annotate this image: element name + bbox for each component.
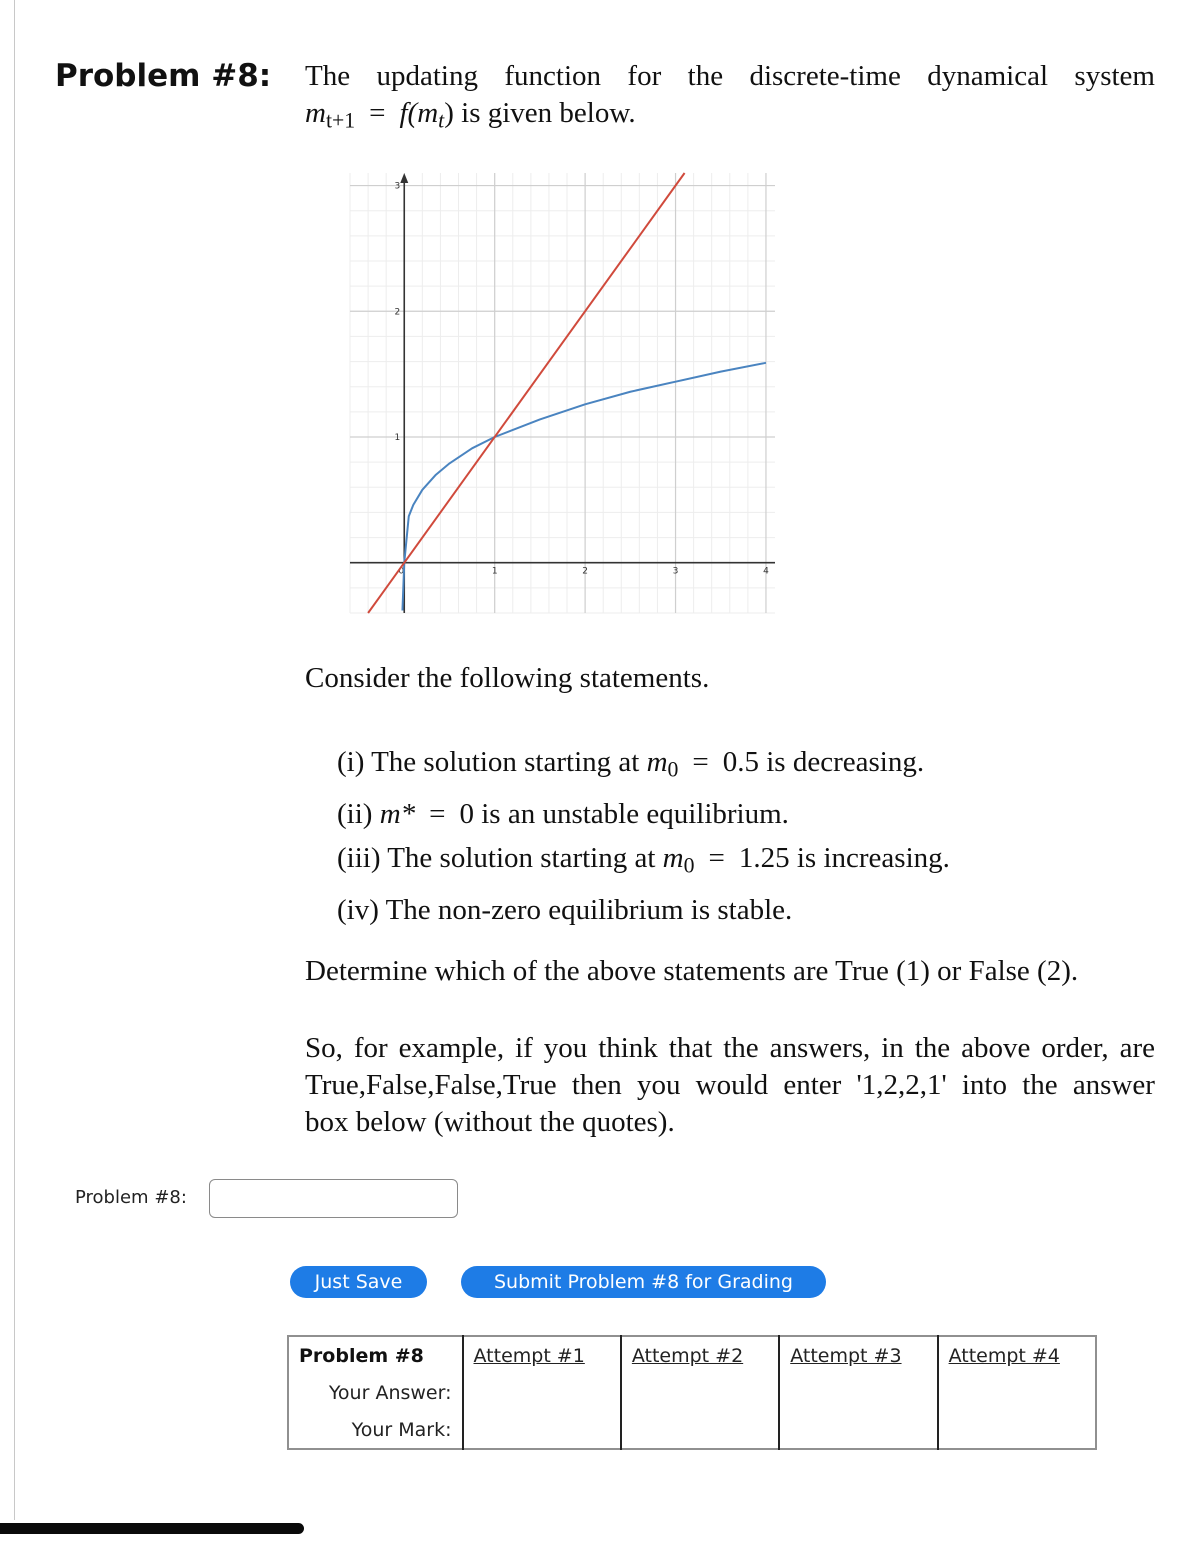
example-word: you bbox=[636, 1069, 681, 1101]
example-word: you bbox=[543, 1032, 588, 1064]
attempt-4-header bbox=[938, 1336, 1096, 1374]
identity-line bbox=[368, 173, 684, 613]
example-word: in bbox=[881, 1032, 904, 1064]
submit-for-grading-button[interactable]: Submit Problem #8 for Grading bbox=[461, 1266, 826, 1298]
attempt-1-header bbox=[463, 1336, 621, 1374]
x-tick-label: 4 bbox=[763, 566, 769, 577]
updating-function-graph bbox=[345, 168, 785, 618]
example-word: So, bbox=[305, 1032, 343, 1064]
example-word: answer bbox=[1072, 1069, 1155, 1101]
problem-intro bbox=[305, 58, 1155, 139]
recurrence-lhs: $m_{t+1}$ bbox=[305, 97, 356, 133]
your-answer-row bbox=[288, 1374, 1096, 1411]
statement-ii: (ii) m* = 0 is an unstable equilibrium. bbox=[337, 797, 789, 830]
example-word: would bbox=[695, 1069, 769, 1101]
statement-list bbox=[337, 740, 950, 933]
example-word: above bbox=[961, 1032, 1031, 1064]
example-word: '1,2,2,1' bbox=[856, 1069, 947, 1101]
attempt-3-header bbox=[779, 1336, 937, 1374]
attempt-3-mark bbox=[779, 1411, 937, 1449]
attempt-2-header bbox=[621, 1336, 779, 1374]
example-word: that bbox=[668, 1032, 713, 1064]
intro-line-2 bbox=[305, 95, 1155, 139]
attempt-3-answer bbox=[779, 1374, 937, 1411]
y-tick-label: 2 bbox=[394, 307, 401, 318]
problem-heading: Problem #8: bbox=[55, 58, 272, 94]
attempt-1-mark bbox=[463, 1411, 621, 1449]
attempt-4-link[interactable]: Attempt #4 bbox=[948, 1344, 1060, 1367]
attempt-2-link[interactable]: Attempt #2 bbox=[631, 1344, 744, 1367]
statement-iv: (iv) The non-zero equilibrium is stable. bbox=[337, 894, 793, 927]
example-word: example, bbox=[398, 1032, 505, 1064]
attempt-4-answer bbox=[938, 1374, 1096, 1411]
attempt-2-answer bbox=[621, 1374, 779, 1411]
example-word: answers, bbox=[769, 1032, 871, 1064]
example-word: order, bbox=[1041, 1032, 1109, 1064]
example-word: the bbox=[1022, 1069, 1058, 1101]
x-tick-label: 1 bbox=[491, 566, 498, 577]
intro-word: the bbox=[687, 60, 724, 92]
attempt-4-mark bbox=[938, 1411, 1096, 1449]
example-word: True,False,False,True bbox=[305, 1069, 557, 1101]
attempt-1-answer bbox=[463, 1374, 621, 1411]
intro-word: The bbox=[305, 60, 351, 92]
example-text bbox=[305, 1030, 1155, 1141]
attempt-2-mark bbox=[621, 1411, 779, 1449]
example-word: box below (without the quotes). bbox=[305, 1106, 675, 1138]
attempt-3-link[interactable]: Attempt #3 bbox=[790, 1344, 902, 1367]
example-word: into bbox=[961, 1069, 1007, 1101]
x-tick-label: 3 bbox=[672, 566, 679, 577]
y-tick-label: 3 bbox=[394, 181, 401, 192]
example-word: think bbox=[598, 1032, 658, 1064]
example-line-1 bbox=[305, 1030, 1155, 1067]
example-word: if bbox=[515, 1032, 533, 1064]
y-axis-arrow-icon bbox=[400, 173, 408, 183]
determine-text: Determine which of the above statements are True (1) or False (2). bbox=[305, 955, 1079, 987]
statement-iii: (iii) The solution starting at $m_0 = 1.25$ is increasing. bbox=[337, 842, 950, 878]
example-word: then bbox=[571, 1069, 622, 1101]
example-word: for bbox=[353, 1032, 388, 1064]
consider-text: Consider the following statements. bbox=[305, 662, 710, 694]
example-word: the bbox=[914, 1032, 951, 1064]
intro-word: system bbox=[1074, 60, 1155, 92]
your-mark-row bbox=[288, 1411, 1096, 1449]
y-tick-label: 1 bbox=[394, 433, 401, 443]
answer-label: Problem #8: bbox=[75, 1187, 187, 1208]
left-border-rule bbox=[14, 0, 15, 1520]
example-line-3 bbox=[305, 1104, 1155, 1141]
statement-i: (i) The solution starting at $m_0 = 0.5$ is decreasing. bbox=[337, 746, 925, 782]
example-word: are bbox=[1119, 1032, 1155, 1064]
recurrence-rhs: $f(m_t)$ bbox=[399, 97, 454, 133]
next-problem-heading-bar bbox=[0, 1523, 304, 1534]
just-save-button[interactable]: Just Save bbox=[290, 1266, 427, 1298]
intro-word: for bbox=[627, 60, 662, 92]
your-mark-label: Your Mark: bbox=[288, 1411, 463, 1449]
attempts-header-row bbox=[288, 1336, 1096, 1374]
intro-word: updating bbox=[376, 60, 478, 92]
x-tick-label: 0 bbox=[398, 566, 405, 577]
example-word: the bbox=[723, 1032, 759, 1064]
intro-word: dynamical bbox=[927, 60, 1049, 92]
example-word: enter bbox=[783, 1069, 842, 1101]
x-tick-label: 2 bbox=[582, 566, 588, 577]
equals-sign: = bbox=[369, 97, 386, 129]
intro-word: discrete-time bbox=[749, 60, 901, 92]
attempt-1-link[interactable]: Attempt #1 bbox=[473, 1344, 585, 1367]
example-line-2 bbox=[305, 1067, 1155, 1104]
intro-word: function bbox=[504, 60, 602, 92]
intro-line-2-tail: is given below. bbox=[461, 97, 636, 129]
attempts-table bbox=[287, 1335, 1097, 1450]
attempts-table-title: Problem #8 bbox=[288, 1336, 463, 1374]
your-answer-label: Your Answer: bbox=[288, 1374, 463, 1411]
answer-input[interactable] bbox=[209, 1179, 458, 1218]
intro-line-1 bbox=[305, 58, 1155, 95]
